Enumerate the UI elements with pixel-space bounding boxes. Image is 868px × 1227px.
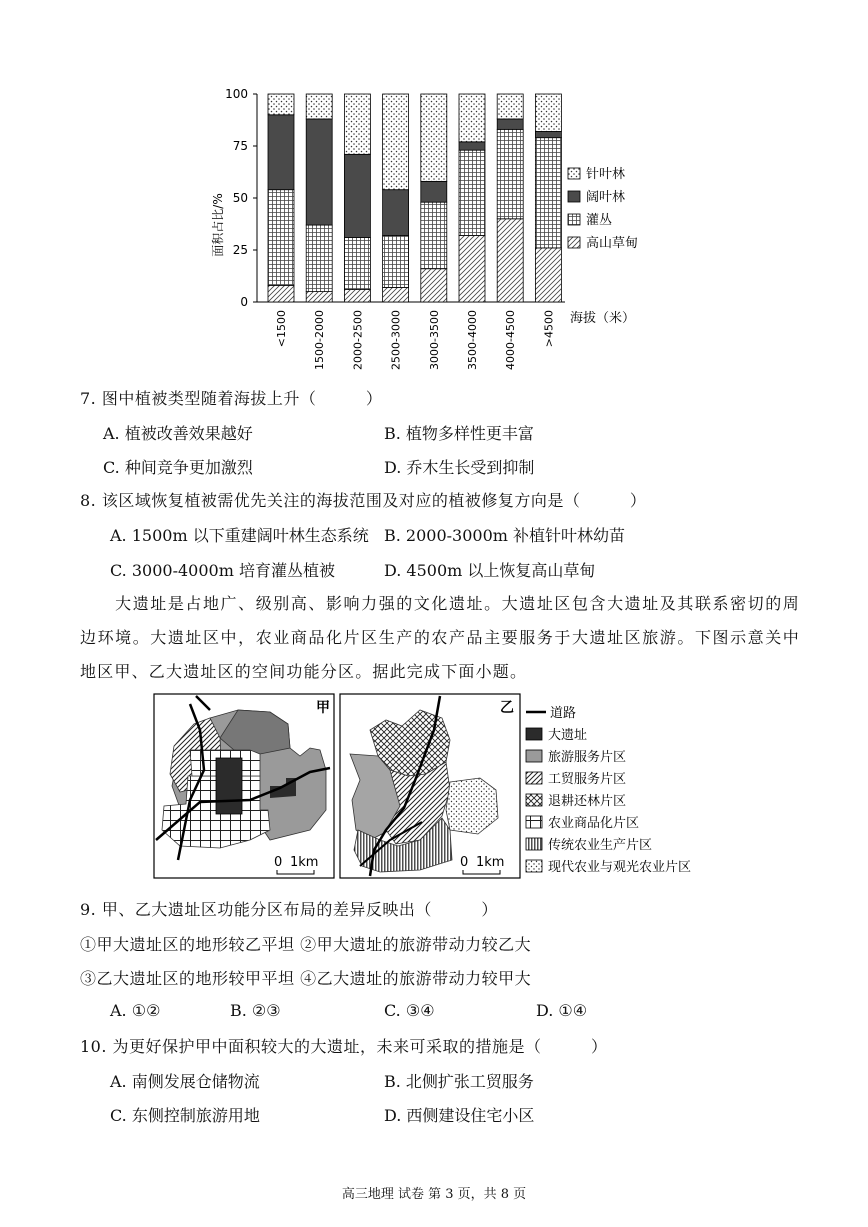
bar-segment xyxy=(306,225,332,292)
bar-segment xyxy=(421,202,447,269)
bar-segment xyxy=(421,94,447,181)
x-tick-label: 2000-2500 xyxy=(351,310,365,370)
q10-option-a[interactable]: A. 南侧发展仓储物流 xyxy=(110,1072,260,1091)
map-jia-scale-unit: 1km xyxy=(290,855,319,870)
x-tick-label: 2500-3000 xyxy=(389,310,403,370)
x-tick-label: 3000-3500 xyxy=(427,310,441,370)
q7-option-b[interactable]: B. 植物多样性更丰富 xyxy=(384,424,534,443)
q7-option-a[interactable]: A. 植被改善效果越好 xyxy=(103,424,253,443)
bar-segment xyxy=(383,235,409,287)
bar-segment xyxy=(383,287,409,302)
bar-segment xyxy=(459,235,485,302)
bar-segment xyxy=(344,94,370,154)
bar-segment xyxy=(497,119,523,129)
y-tick-label: 25 xyxy=(232,243,248,257)
x-axis-label: 海拔（米） xyxy=(570,311,636,326)
q9-option-b[interactable]: B. ②③ xyxy=(230,1001,281,1020)
bar-segment xyxy=(535,131,561,137)
q9-stem: 9. 甲、乙大遗址区功能分区布局的差异反映出（ ） xyxy=(80,900,498,919)
legend-label-coniferous: 针叶林 xyxy=(586,167,626,182)
q8-stem: 8. 该区域恢复植被需优先关注的海拔范围及对应的植被修复方向是（ ） xyxy=(80,491,647,510)
y-tick-label: 75 xyxy=(232,139,248,153)
q10-option-d[interactable]: D. 西侧建设住宅小区 xyxy=(384,1106,535,1125)
map-yi-label: 乙 xyxy=(500,700,514,716)
bar-segment xyxy=(383,190,409,236)
bar-segment xyxy=(306,119,332,225)
q9-option-a[interactable]: A. ①② xyxy=(110,1001,161,1020)
x-tick-label: 1500-2000 xyxy=(313,310,327,370)
q9-option-c[interactable]: C. ③④ xyxy=(384,1001,435,1020)
x-tick-label: >4500 xyxy=(542,310,556,348)
bar-segment xyxy=(268,94,294,115)
q9-option-d[interactable]: D. ①④ xyxy=(536,1001,588,1020)
bar-segment xyxy=(497,129,523,218)
bar-segment xyxy=(535,138,561,248)
bar-segment xyxy=(268,115,294,190)
q8-option-d[interactable]: D. 4500m 以上恢复高山草甸 xyxy=(384,561,596,580)
q8-option-a[interactable]: A. 1500m 以下重建阔叶林生态系统 xyxy=(110,526,369,545)
map-yi-scale-zero: 0 xyxy=(460,855,469,870)
map-legend-tourism: 旅游服务片区 xyxy=(548,750,627,765)
map-jia-label: 甲 xyxy=(316,700,330,716)
q7-option-d[interactable]: D. 乔木生长受到抑制 xyxy=(384,458,535,477)
chart-legend xyxy=(568,166,638,251)
x-tick-label: 4000-4500 xyxy=(504,310,518,370)
bar-segment xyxy=(344,290,370,302)
page-footer: 高三地理 试卷 第 3 页，共 8 页 xyxy=(341,1187,527,1202)
bar-segment xyxy=(421,269,447,302)
y-tick-label: 0 xyxy=(240,295,248,309)
legend-label-alpine-meadow: 高山草甸 xyxy=(586,236,639,251)
q10-option-c[interactable]: C. 东侧控制旅游用地 xyxy=(110,1106,260,1125)
map-legend-site: 大遗址 xyxy=(548,728,588,743)
y-tick-label: 100 xyxy=(225,87,248,101)
bar-segment xyxy=(497,219,523,302)
y-tick-label: 50 xyxy=(232,191,248,205)
legend-label-broadleaf: 阔叶林 xyxy=(586,190,626,205)
x-tick-label: <1500 xyxy=(275,310,288,348)
q8-option-b[interactable]: B. 2000-3000m 补植针叶林幼苗 xyxy=(384,526,626,545)
q7-option-c[interactable]: C. 种间竞争更加激烈 xyxy=(103,458,253,477)
legend-label-shrub: 灌丛 xyxy=(586,213,613,228)
bar-segment xyxy=(383,94,409,190)
y-axis-label: 面积占比/% xyxy=(211,193,225,257)
bar-segment xyxy=(459,150,485,235)
bar-segment xyxy=(535,248,561,302)
map-legend-road: 道路 xyxy=(550,706,577,721)
q10-stem: 10. 为更好保护甲中面积较大的大遗址，未来可采取的措施是（ ） xyxy=(80,1037,608,1056)
map-legend-forest: 退耕还林片区 xyxy=(548,794,627,809)
q9-statements-1: ①甲大遗址区的地形较乙平坦 ②甲大遗址的旅游带动力较乙大 xyxy=(80,935,532,954)
x-tick-label: 3500-4000 xyxy=(466,310,479,370)
bar-segment xyxy=(535,94,561,131)
bar-segment xyxy=(306,292,332,302)
map-yi-scale-unit: 1km xyxy=(476,855,505,870)
map-yi xyxy=(340,694,520,878)
bar-segment xyxy=(421,181,447,202)
bar-segment xyxy=(459,94,485,142)
site-function-maps xyxy=(150,690,730,885)
q9-statements-2: ③乙大遗址区的地形较甲平坦 ④乙大遗址的旅游带动力较甲大 xyxy=(80,969,532,988)
map-legend-industry: 工贸服务片区 xyxy=(548,772,627,787)
map-jia xyxy=(154,694,334,878)
bar-segment xyxy=(306,94,332,119)
bar-segment xyxy=(344,238,370,290)
q8-option-c[interactable]: C. 3000-4000m 培育灌丛植被 xyxy=(110,561,335,580)
map-jia-scale-zero: 0 xyxy=(274,855,283,870)
bar-segment xyxy=(268,285,294,302)
vegetation-stacked-bar-chart xyxy=(200,80,680,380)
q7-stem: 7. 图中植被类型随着海拔上升（ ） xyxy=(80,389,383,408)
map-legend xyxy=(526,706,691,875)
map-legend-traditional-agri: 传统农业生产片区 xyxy=(548,838,653,853)
bar-segment xyxy=(268,190,294,286)
map-legend-commercial-agri: 农业商品化片区 xyxy=(548,816,640,831)
passage: 大遗址是占地广、级别高、影响力强的文化遗址。大遗址区包含大遗址及其联系密切的周边环境。大遗址区中，农业商品化片区生产的农产品主要服务于大遗址区旅游。下图示意关中地区甲、乙大遗址区的空间功能分区。据此完成下面小题。 xyxy=(80,594,800,681)
q10-option-b[interactable]: B. 北侧扩张工贸服务 xyxy=(384,1072,534,1091)
map-legend-modern-agri: 现代农业与观光农业片区 xyxy=(548,860,692,875)
bar-segment xyxy=(344,154,370,237)
bar-segment xyxy=(497,94,523,119)
bar-segment xyxy=(459,142,485,150)
